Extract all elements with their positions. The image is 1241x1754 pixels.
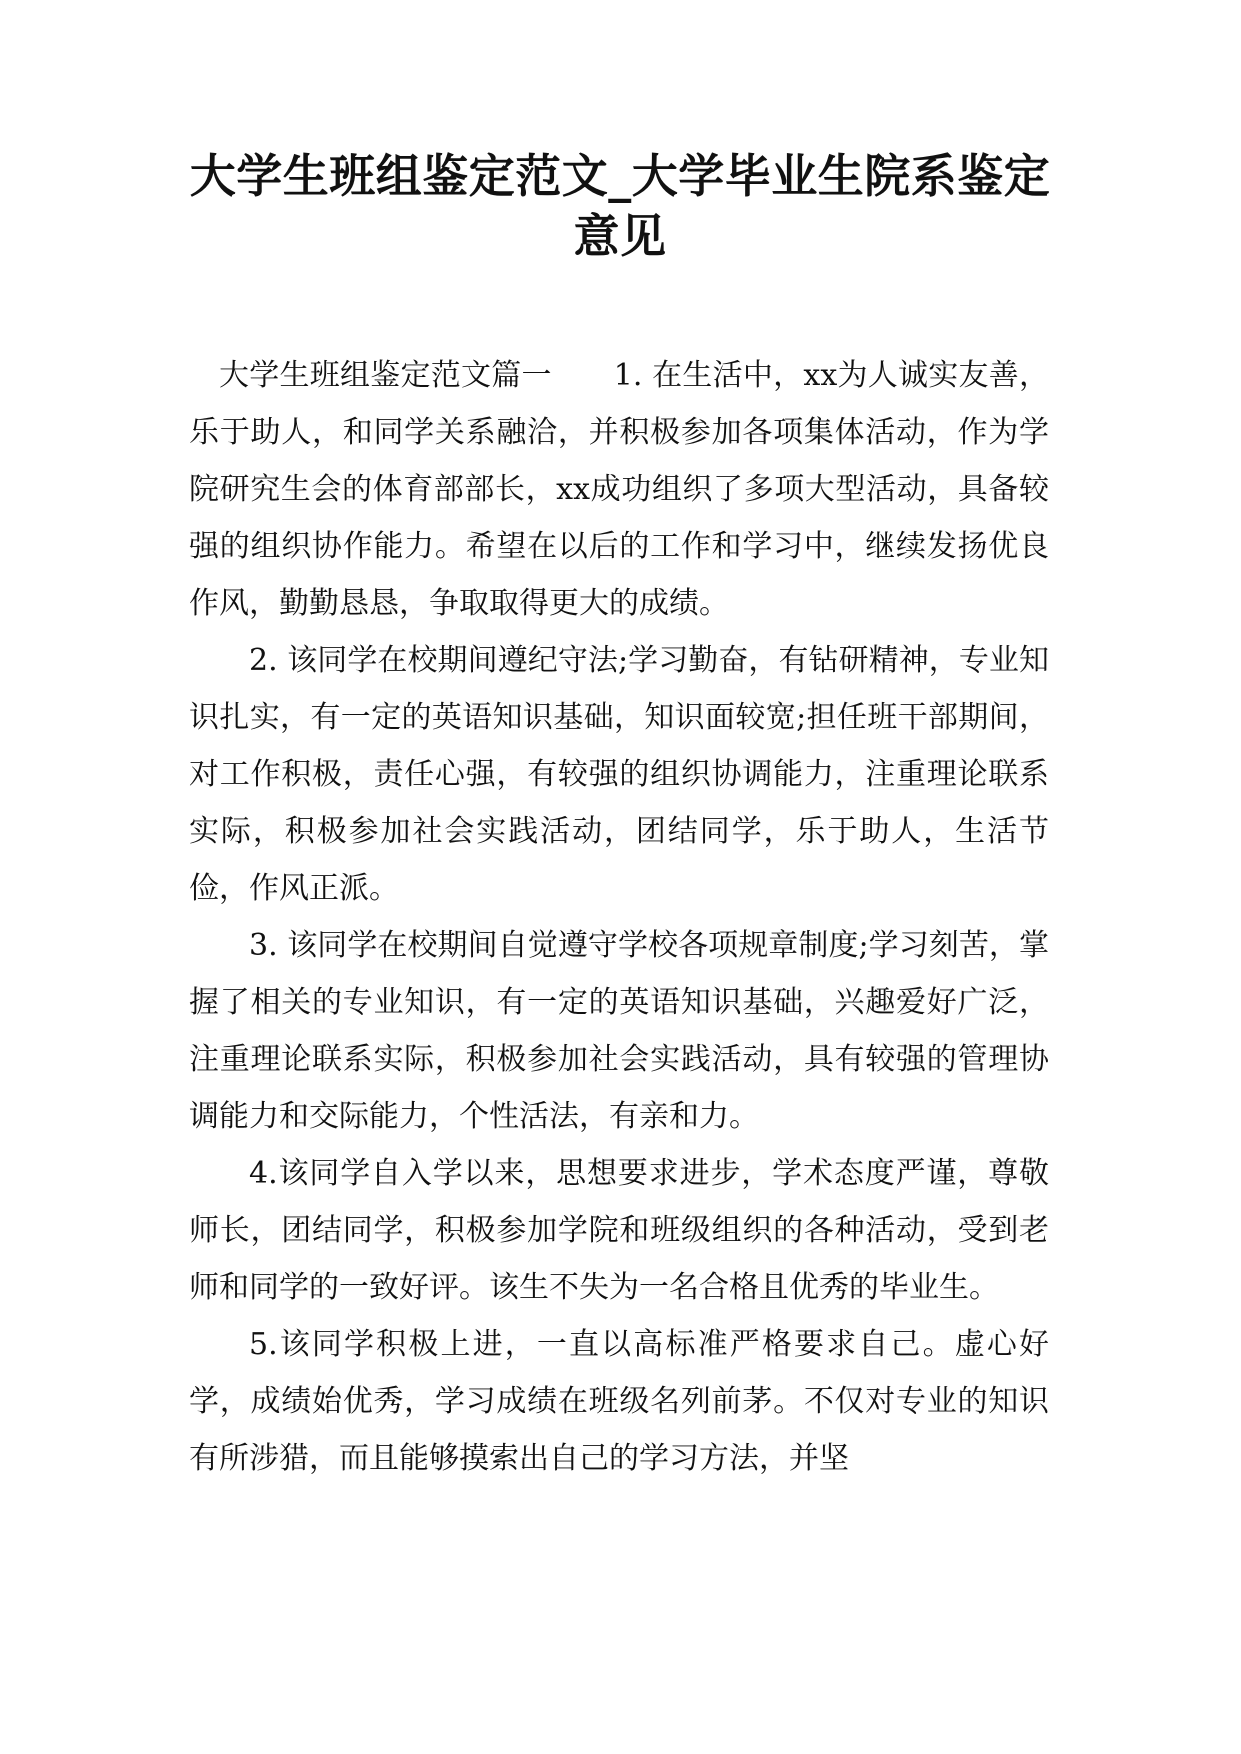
- document-title: 大学生班组鉴定范文_大学毕业生院系鉴定意见: [189, 149, 1051, 263]
- document-body: [189, 347, 1049, 1487]
- paragraph-5: 5.该同学积极上进，一直以高标准严格要求自己。虚心好学，成绩始优秀，学习成绩在班级名列前茅。不仅对专业的知识有所涉猎，而且能够摸索出自己的学习方法，并坚: [189, 1327, 1049, 1476]
- intro-label: 大学生班组鉴定范文篇一: [219, 358, 552, 393]
- paragraph-1-text: 1. 在生活中，xx为人诚实友善，乐于助人，和同学关系融洽，并积极参加各项集体活动，作为学院研究生会的体育部部长，xx成功组织了多项大型活动，具备较强的组织协作能力。希望在以后的工作和学习中，继续发扬优良作风，勤勤恳恳，争取取得更大的成绩。: [189, 358, 1049, 621]
- paragraph-4: 4.该同学自入学以来，思想要求进步，学术态度严谨，尊敬师长，团结同学，积极参加学院和班级组织的各种活动，受到老师和同学的一致好评。该生不失为一名合格且优秀的毕业生。: [189, 1156, 1049, 1305]
- paragraph-1: [189, 347, 1049, 632]
- paragraph-2: 2. 该同学在校期间遵纪守法;学习勤奋，有钻研精神，专业知识扎实，有一定的英语知识基础，知识面较宽;担任班干部期间，对工作积极，责任心强，有较强的组织协调能力，注重理论联系实际，积极参加社会实践活动，团结同学，乐于助人，生活节俭，作风正派。: [189, 643, 1049, 906]
- paragraph-3: 3. 该同学在校期间自觉遵守学校各项规章制度;学习刻苦，掌握了相关的专业知识，有一定的英语知识基础，兴趣爱好广泛，注重理论联系实际，积极参加社会实践活动，具有较强的管理协调能力和交际能力，个性活法，有亲和力。: [189, 928, 1049, 1134]
